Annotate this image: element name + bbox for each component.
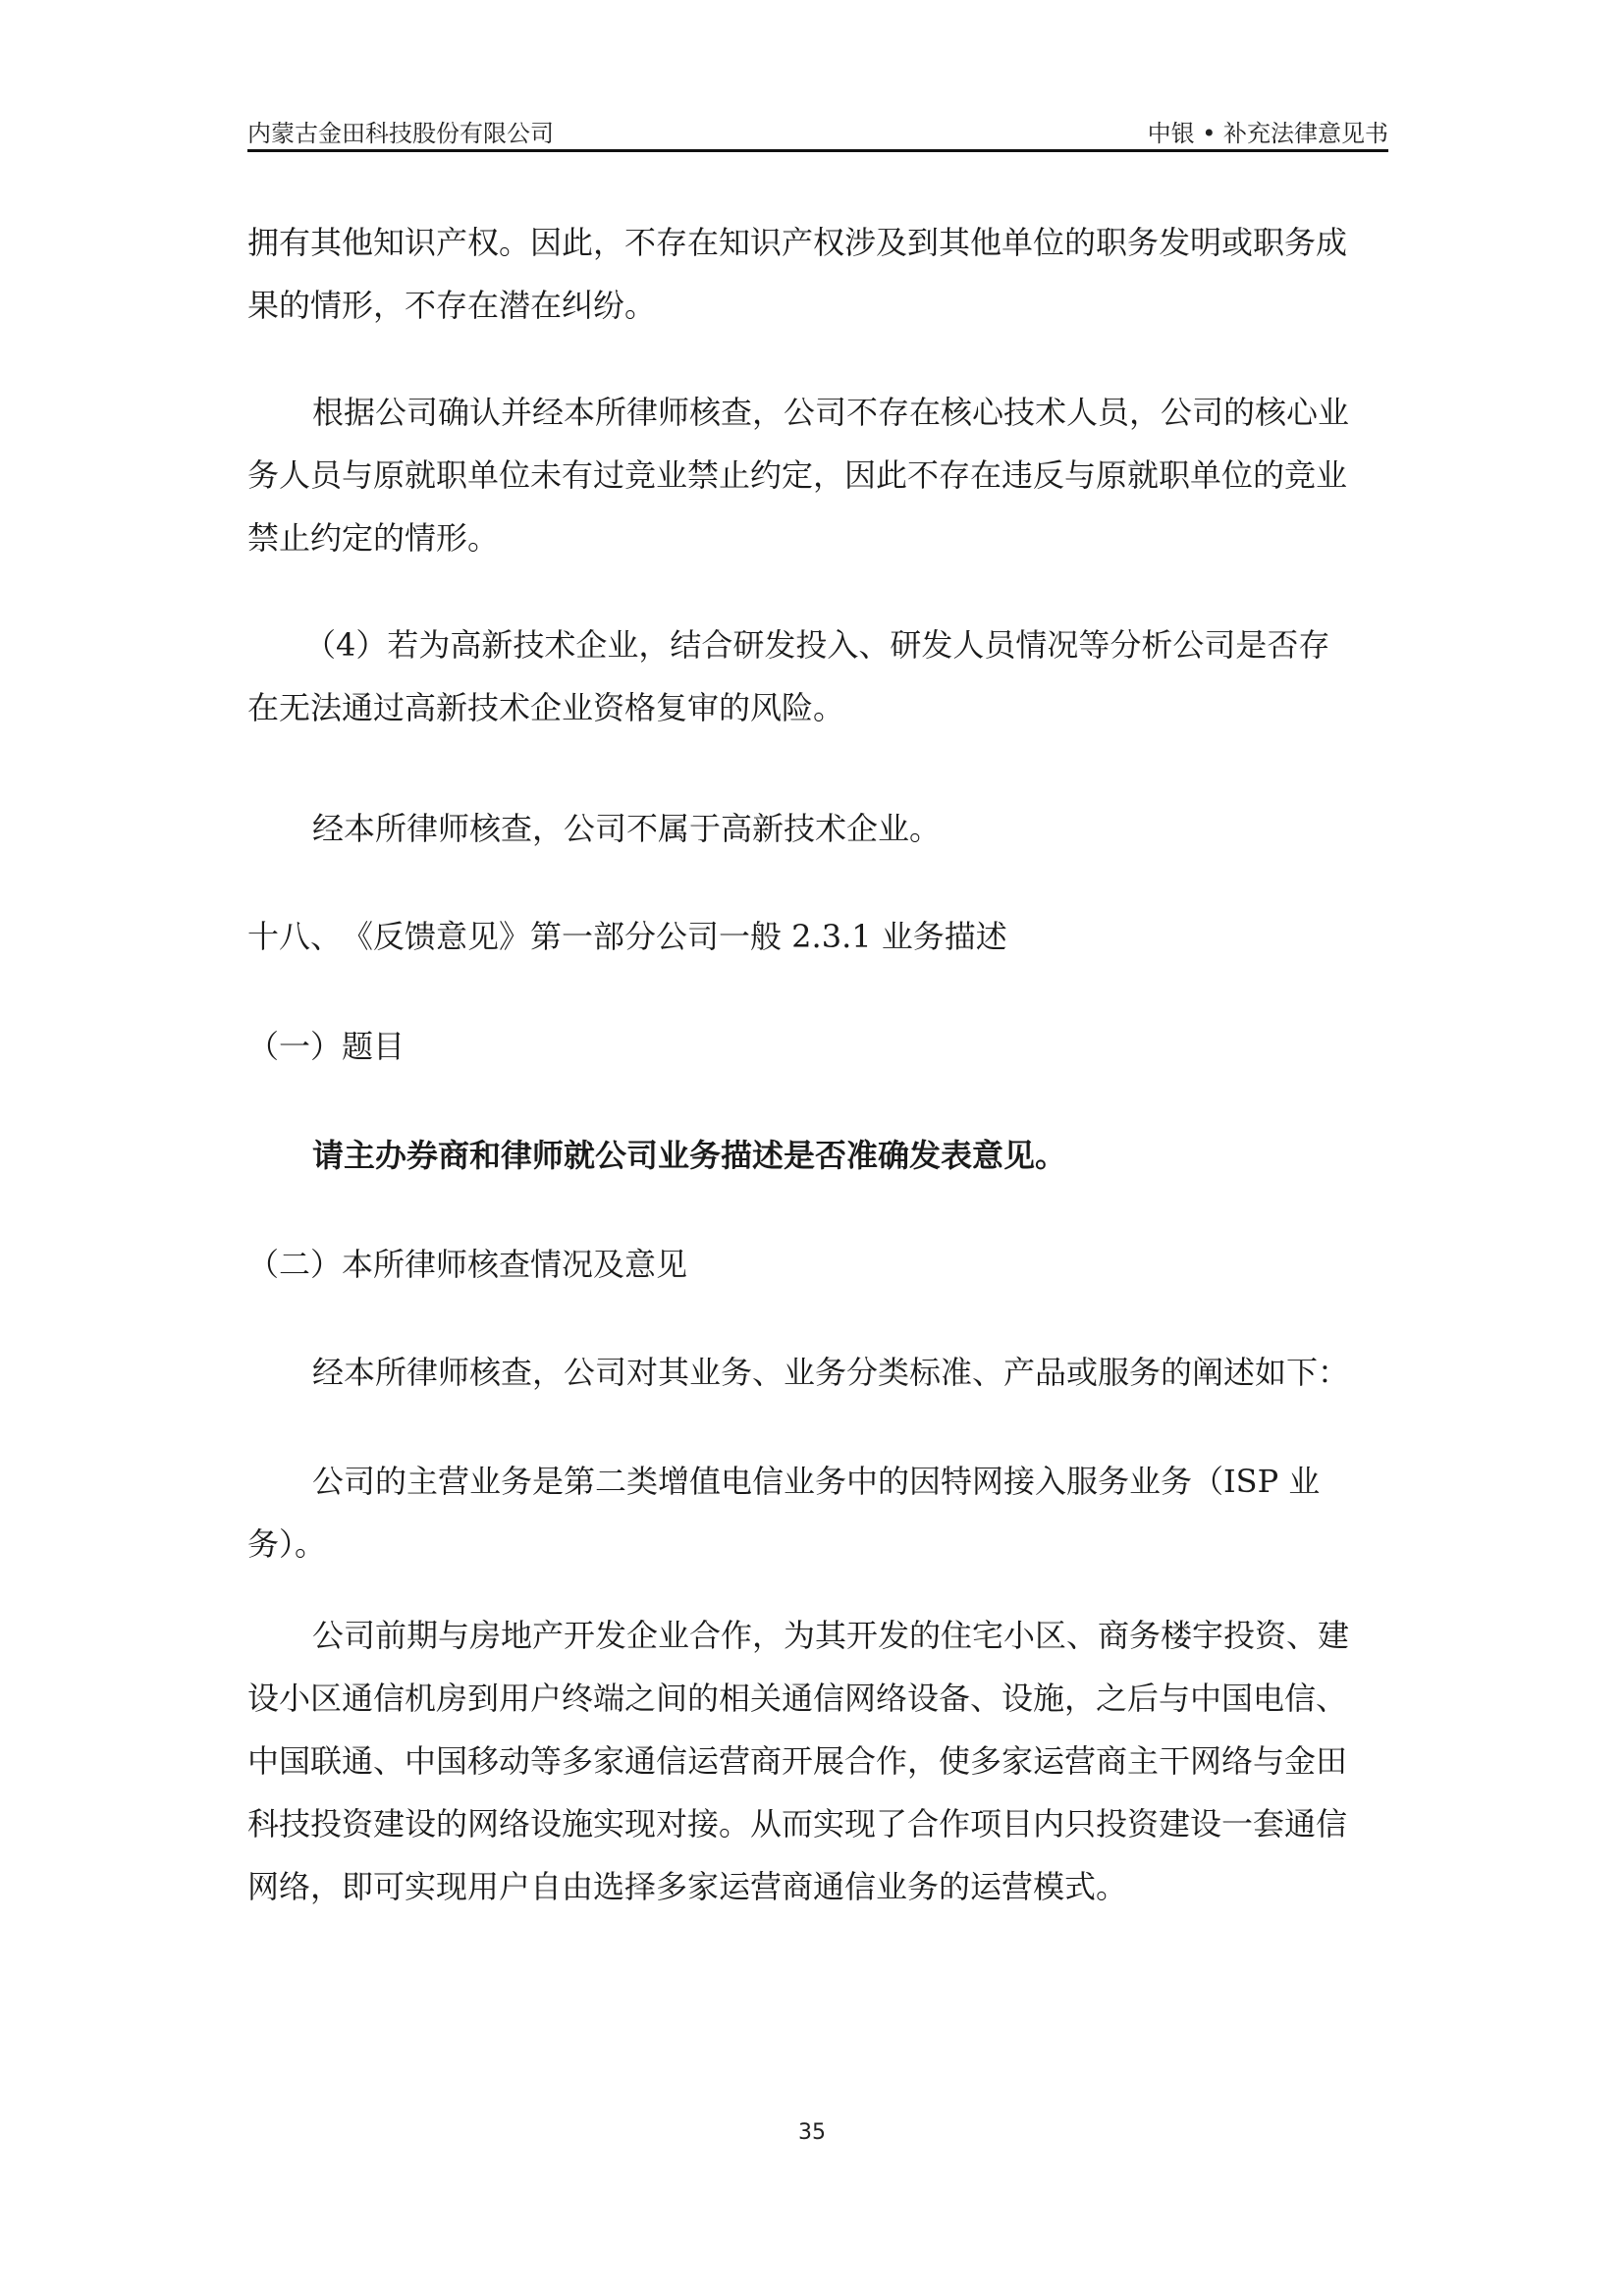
heading-text: 十八、 《反馈意见》第一部分公司一般 2.3.1 业务描述 bbox=[247, 918, 1007, 955]
text-line: 设小区通信机房到用户终端之间的相关通信网络设备、设施，之后与中国电信、 bbox=[247, 1680, 1348, 1717]
subheading-verification bbox=[247, 1233, 1388, 1296]
text-line: 科技投资建设的网络设施实现对接。从而实现了合作项目内只投资建设一套通信 bbox=[247, 1805, 1348, 1842]
question-text bbox=[247, 1124, 1388, 1187]
text-line: 在无法通过高新技术企业资格复审的风险。 bbox=[247, 689, 845, 726]
header-document-title: 中银 • 补充法律意见书 bbox=[1147, 120, 1388, 147]
text-line: 果的情形，不存在潜在纠纷。 bbox=[247, 287, 657, 324]
text-line: 务人员与原就职单位未有过竞业禁止约定，因此不存在违反与原就职单位的竞业 bbox=[247, 456, 1348, 494]
paragraph-main-business bbox=[247, 1450, 1388, 1575]
page-number: 35 bbox=[798, 2120, 826, 2145]
text-line: 禁止约定的情形。 bbox=[247, 519, 500, 557]
header-company-name: 内蒙古金田科技股份有限公司 bbox=[247, 120, 554, 147]
text-line: 根据公司确认并经本所律师核查，公司不存在核心技术人员，公司的核心业 bbox=[312, 394, 1350, 431]
text-line: 网络，即可实现用户自由选择多家运营商通信业务的运营模式。 bbox=[247, 1868, 1128, 1905]
text-line: 经本所律师核查，公司对其业务、业务分类标准、产品或服务的阐述如下： bbox=[312, 1354, 1350, 1391]
paragraph-operation-model bbox=[247, 1604, 1388, 1918]
text-line: 公司的主营业务是第二类增值电信业务中的因特网接入服务业务（ISP 业 bbox=[312, 1463, 1321, 1500]
paragraph-business-intro bbox=[247, 1341, 1388, 1404]
heading-text: （一）题目 bbox=[247, 1028, 406, 1065]
paragraph-ip-continuation bbox=[247, 211, 1388, 337]
paragraph-core-staff bbox=[247, 381, 1388, 569]
subheading-question bbox=[247, 1015, 1388, 1078]
paragraph-high-tech-question bbox=[247, 614, 1388, 739]
header-divider bbox=[247, 149, 1388, 152]
text-line: （4）若为高新技术企业，结合研发投入、研发人员情况等分析公司是否存 bbox=[304, 626, 1330, 664]
text-line: 经本所律师核查，公司不属于高新技术企业。 bbox=[312, 810, 942, 847]
text-line: 公司前期与房地产开发企业合作，为其开发的住宅小区、商务楼宇投资、建 bbox=[312, 1617, 1350, 1654]
paragraph-high-tech-answer bbox=[247, 797, 1388, 860]
text-line: 拥有其他知识产权。因此，不存在知识产权涉及到其他单位的职务发明或职务成 bbox=[247, 224, 1348, 261]
text-line: 中国联通、中国移动等多家通信运营商开展合作，使多家运营商主干网络与金田 bbox=[247, 1742, 1348, 1780]
section-heading-18 bbox=[247, 905, 1388, 968]
text-line: 请主办券商和律师就公司业务描述是否准确发表意见。 bbox=[312, 1137, 1067, 1174]
heading-text: （二）本所律师核查情况及意见 bbox=[247, 1246, 688, 1283]
text-line: 务）。 bbox=[247, 1525, 327, 1563]
page-header bbox=[247, 110, 1388, 153]
